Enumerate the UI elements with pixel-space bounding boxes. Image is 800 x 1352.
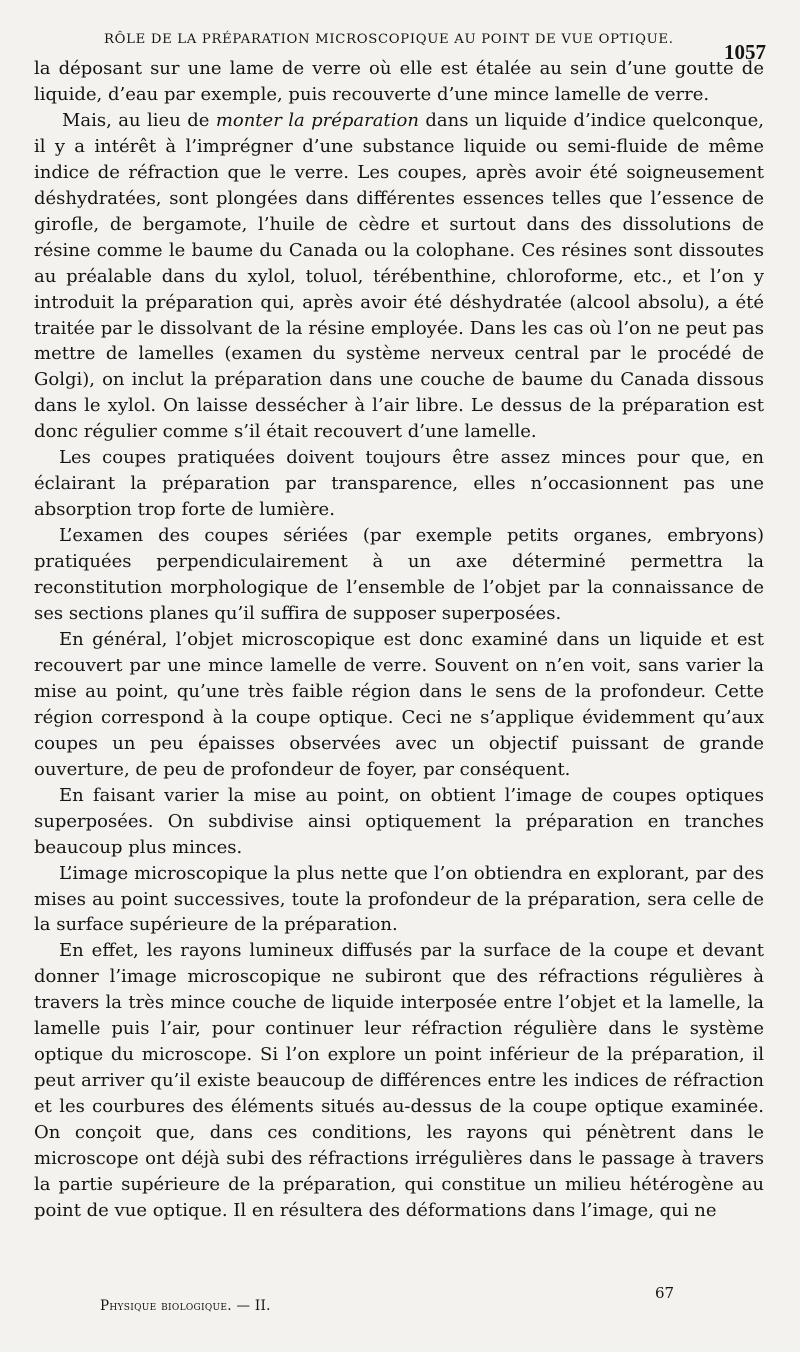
paragraph-2-rest: dans un liquide d’indice quelconque, il y a intérêt à l’imprégner d’une substance liquide ou semi-fluide de même indice de réfraction que le verre. Les coupes, après avoir été soigneusement déshydratées, sont plongées dans différentes essences telles que l’essence de girofle, de bergamote, l’huile de cèdre et surtout dans des dissolutions de résine comme le baume du Canada ou la colophane. Ces résines sont dissoutes au préalable dans du xylol, toluol, térébenthine, chloroforme, etc., et l’on y introduit la préparation qui, après avoir été déshydratée (alcool absolu), a été traitée par le dissolvant de la résine employée. Dans les cas où l’on ne peut pas mettre de lamelles (examen du système nerveux central par le procédé de Golgi), on inclut la préparation dans une couche de baume du Canada dissous dans le xylol. On laisse dessécher à l’air libre. Le dessus de la préparation est donc régulier comme s’il était recouvert d’une lamelle. — [34, 109, 764, 443]
paragraph-1: la déposant sur une lame de verre où elle est étalée au sein d’une goutte de liquide, d’eau par exemple, puis recouverte d’une mince lamelle de verre. — [34, 58, 764, 105]
paragraph-2-lead: Mais, au lieu de — [62, 109, 216, 131]
paragraph-8: En effet, les rayons lumineux diffusés par la surface de la coupe et devant donner l’image microscopique ne subiront que des réfractions régulières à travers la très mince couche de liquide interposée entre l’objet et la lamelle, la lamelle puis l’air, pour continuer leur réfraction régulière dans le système optique du microscope. Si l’on explore un point inférieur de la préparation, il peut arriver qu’il existe beaucoup de différences entre les indices de réfraction et les courbures des éléments situés au-dessus de la coupe optique examinée. On conçoit que, dans ces conditions, les rayons qui pénètrent dans le microscope ont déjà subi des réfractions irrégulières dans le passage à travers la partie supérieure de la préparation, qui constitue un milieu hétérogène au point de vue optique. Il en résultera des déformations dans l’image, qui ne — [34, 940, 764, 1221]
running-header — [104, 22, 780, 64]
emphasis-monter-la-preparation: monter la préparation — [215, 109, 419, 131]
footer-book-title: Physique biologique. — II. — [100, 1298, 271, 1314]
paragraph-3: Les coupes pratiquées doivent toujours être assez minces pour que, en éclairant la préparation par transparence, elles n’occasionnent pas une absorption trop forte de lumière. — [34, 447, 764, 521]
paragraph-4: L’examen des coupes sériées (par exemple petits organes, embryons) pratiquées perpendiculairement à un axe déterminé permettra la reconstitution morphologique de l’ensemble de l’objet par la connaissance de ses sections planes qu’il suffira de supposer superposées. — [34, 525, 764, 625]
paragraph-2 — [34, 108, 764, 445]
body-text — [34, 56, 764, 1224]
paragraph-7: L’image microscopique la plus nette que l’on obtiendra en explorant, par des mises au point successives, toute la profondeur de la préparation, sera celle de la surface supérieure de la préparation. — [34, 862, 764, 936]
paragraph-5: En général, l’objet microscopique est donc examiné dans un liquide et est recouvert par une mince lamelle de verre. Souvent on n’en voit, sans varier la mise au point, qu’une très faible région dans le sens de la profondeur. Cette région correspond à la coupe optique. Ceci ne s’applique évidemment qu’aux coupes un peu épaisses observées avec un objectif puissant de grande ouverture, de peu de profondeur de foyer, par conséquent. — [34, 628, 764, 780]
footer-signature-number: 67 — [655, 1284, 675, 1302]
page-number: 1057 — [724, 40, 766, 64]
running-title: RÔLE DE LA PRÉPARATION MICROSCOPIQUE AU POINT DE VUE OPTIQUE. — [104, 32, 674, 47]
paragraph-6: En faisant varier la mise au point, on obtient l’image de coupes optiques superposées. On subdivise ainsi optiquement la préparation en tranches beaucoup plus minces. — [34, 784, 764, 858]
